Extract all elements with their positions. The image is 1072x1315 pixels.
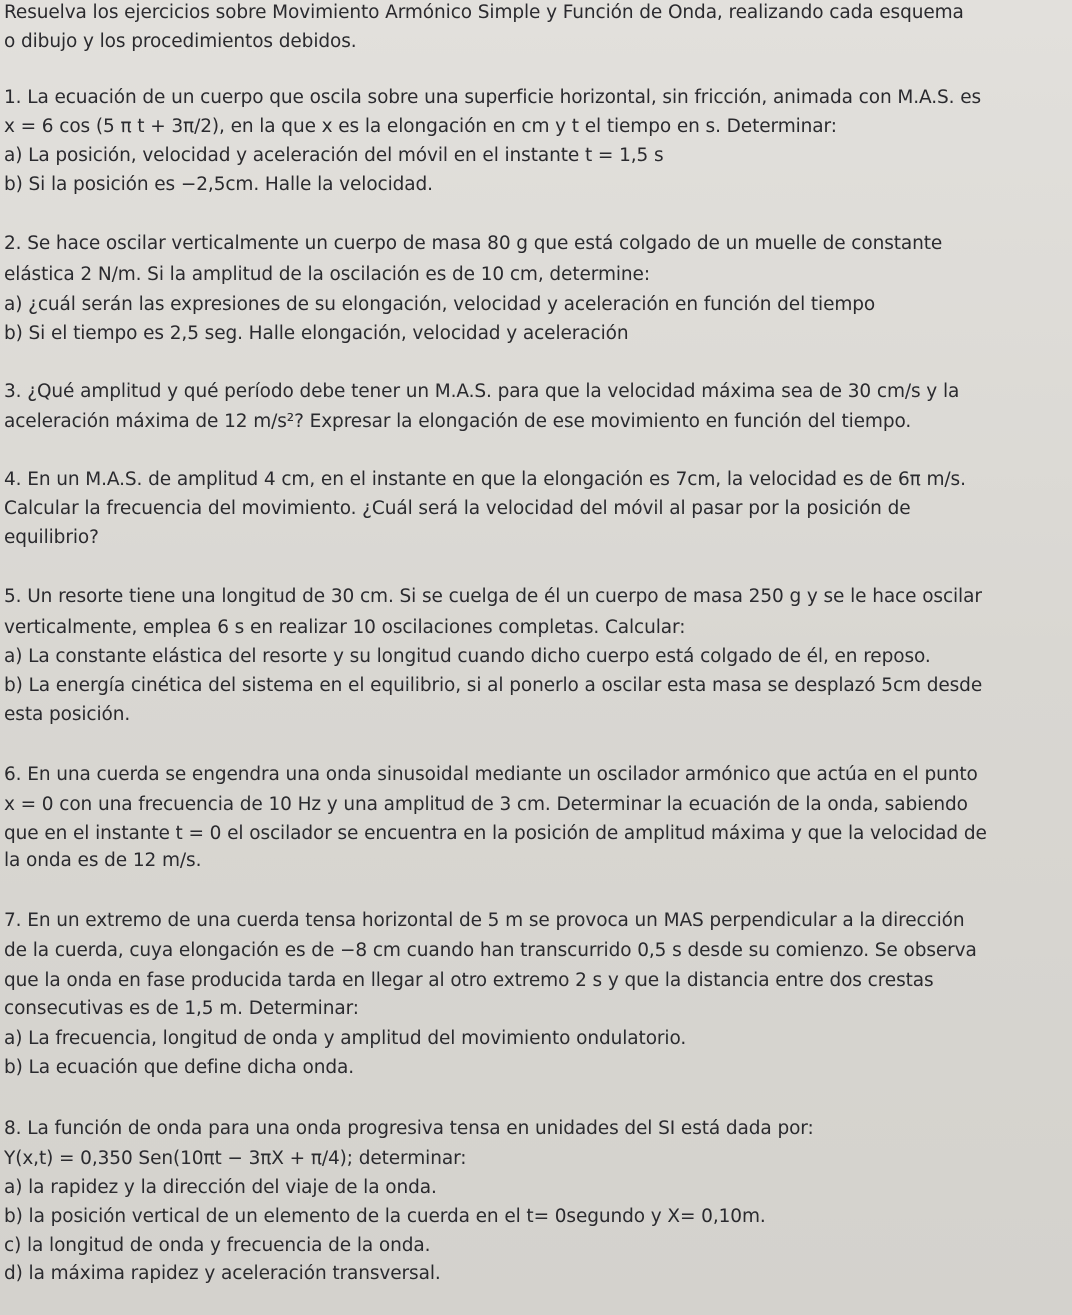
exercise-4-line: 4. En un M.A.S. de amplitud 4 cm, en el instante en que la elongación es 7cm, la velocidad es de 6π m/s.	[4, 469, 966, 490]
exercise-6-line: la onda es de 12 m/s.	[4, 850, 202, 871]
exercise-3-line: 3. ¿Qué amplitud y qué período debe tener un M.A.S. para que la velocidad máxima sea de 30 cm/s y la	[4, 381, 960, 402]
exercise-5-line: esta posición.	[4, 704, 131, 725]
exercise-7-line: a) La frecuencia, longitud de onda y amplitud del movimiento ondulatorio.	[4, 1028, 687, 1049]
exercise-7-line: 7. En un extremo de una cuerda tensa horizontal de 5 m se provoca un MAS perpendicular a la dirección	[4, 910, 965, 931]
exercise-8-line: a) la rapidez y la dirección del viaje de la onda.	[4, 1177, 437, 1198]
exercise-2-line: 2. Se hace oscilar verticalmente un cuerpo de masa 80 g que está colgado de un muelle de constante	[4, 233, 943, 254]
exercise-4-line: Calcular la frecuencia del movimiento. ¿Cuál será la velocidad del móvil al pasar por la posición de	[4, 498, 911, 519]
exercise-8-line: d) la máxima rapidez y aceleración transversal.	[4, 1263, 441, 1284]
exercise-6-line: x = 0 con una frecuencia de 10 Hz y una amplitud de 3 cm. Determinar la ecuación de la onda, sabiendo	[4, 794, 968, 815]
exercise-5-line: verticalmente, emplea 6 s en realizar 10 oscilaciones completas. Calcular:	[4, 617, 686, 638]
exercise-1-line: b) Si la posición es −2,5cm. Halle la velocidad.	[4, 174, 433, 195]
exercise-2-line: b) Si el tiempo es 2,5 seg. Halle elongación, velocidad y aceleración	[4, 323, 629, 344]
exercise-5-line: 5. Un resorte tiene una longitud de 30 cm. Si se cuelga de él un cuerpo de masa 250 g y se le hace oscilar	[4, 586, 982, 607]
exercise-2-line: elástica 2 N/m. Si la amplitud de la oscilación es de 10 cm, determine:	[4, 264, 650, 285]
exercise-7-line: consecutivas es de 1,5 m. Determinar:	[4, 998, 359, 1019]
exercise-7-line: que la onda en fase producida tarda en llegar al otro extremo 2 s y que la distancia entre dos crestas	[4, 970, 934, 991]
exercise-1-line: a) La posición, velocidad y aceleración del móvil en el instante t = 1,5 s	[4, 145, 664, 166]
intro-line: o dibujo y los procedimientos debidos.	[4, 31, 357, 52]
intro-line: Resuelva los ejercicios sobre Movimiento Armónico Simple y Función de Onda, realizando cada esquema	[4, 2, 964, 23]
exercise-2-line: a) ¿cuál serán las expresiones de su elongación, velocidad y aceleración en función del tiempo	[4, 294, 876, 315]
exercise-1-line: 1. La ecuación de un cuerpo que oscila sobre una superficie horizontal, sin fricción, animada con M.A.S. es	[4, 87, 982, 108]
exercise-7-line: de la cuerda, cuya elongación es de −8 cm cuando han transcurrido 0,5 s desde su comienzo. Se observa	[4, 940, 977, 961]
exercise-8-line: b) la posición vertical de un elemento de la cuerda en el t= 0segundo y X= 0,10m.	[4, 1206, 766, 1227]
exercise-4-line: equilibrio?	[4, 527, 99, 548]
exercise-7-line: b) La ecuación que define dicha onda.	[4, 1057, 355, 1078]
exercise-5-line: b) La energía cinética del sistema en el equilibrio, si al ponerlo a oscilar esta masa se desplazó 5cm desde	[4, 675, 983, 696]
exercise-5-line: a) La constante elástica del resorte y su longitud cuando dicho cuerpo está colgado de él, en reposo.	[4, 646, 931, 667]
exercise-3-line: aceleración máxima de 12 m/s²? Expresar la elongación de ese movimiento en función del tiempo.	[4, 411, 912, 432]
exercise-8-line: Y(x,t) = 0,350 Sen(10πt − 3πX + π/4); determinar:	[4, 1148, 467, 1169]
exercise-1-line: x = 6 cos (5 π t + 3π/2), en la que x es la elongación en cm y t el tiempo en s. Determinar:	[4, 116, 837, 137]
exercise-6-line: 6. En una cuerda se engendra una onda sinusoidal mediante un oscilador armónico que actúa en el punto	[4, 764, 978, 785]
exercise-8-line: c) la longitud de onda y frecuencia de la onda.	[4, 1235, 431, 1256]
exercise-8-line: 8. La función de onda para una onda progresiva tensa en unidades del SI está dada por:	[4, 1118, 814, 1139]
exercise-6-line: que en el instante t = 0 el oscilador se encuentra en la posición de amplitud máxima y que la velocidad de	[4, 823, 987, 844]
